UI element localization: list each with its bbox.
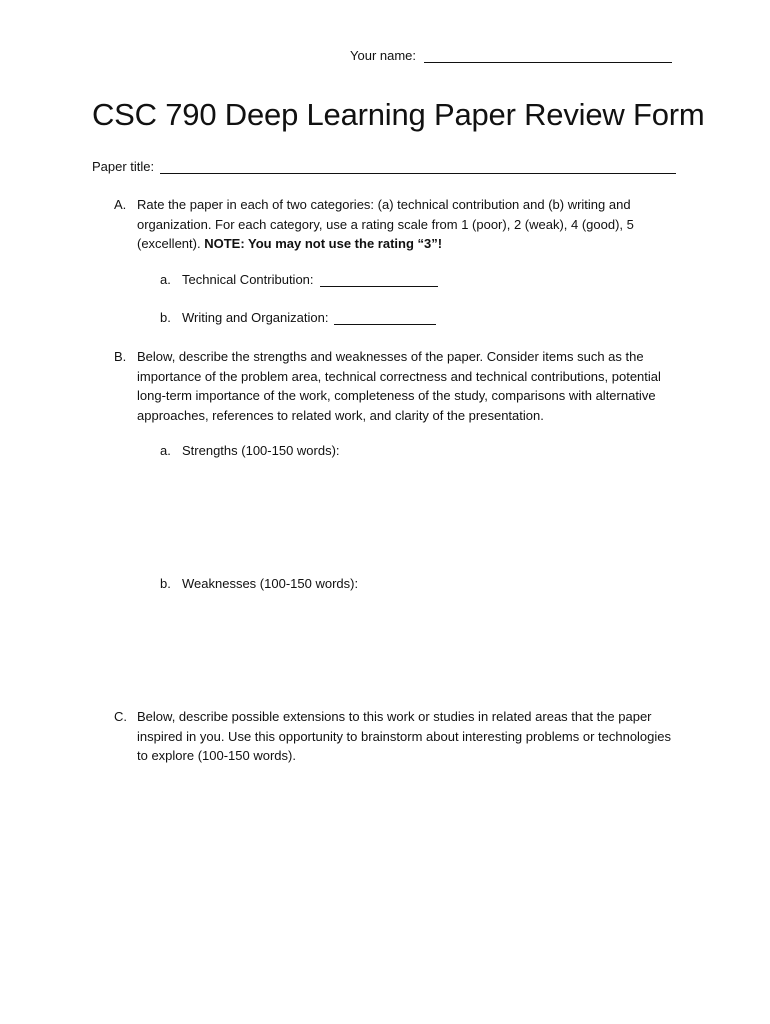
weaknesses-row <box>160 576 358 591</box>
writing-organization-field[interactable] <box>334 310 436 325</box>
weaknesses-label: Weaknesses (100-150 words): <box>182 576 359 591</box>
technical-contribution-row <box>160 272 438 287</box>
name-row <box>350 48 672 63</box>
paper-title-field[interactable] <box>160 159 676 174</box>
weaknesses-marker: b. <box>160 576 171 591</box>
section-a <box>114 195 684 254</box>
page-title: CSC 790 Deep Learning Paper Review Form <box>92 97 705 132</box>
name-label: Your name: <box>350 48 417 63</box>
paper-title-label: Paper title: <box>92 159 155 174</box>
writing-organization-row <box>160 310 436 325</box>
section-a-text <box>137 195 684 254</box>
strengths-label: Strengths (100-150 words): <box>182 443 340 458</box>
strengths-marker: a. <box>160 443 171 458</box>
section-b-text: Below, describe the strengths and weaknesses of the paper. Consider items such as the importance of the problem area, technical correctness and technical contributions, potential long-term importance of the work, completeness of the study, comparisons with alternative approaches, references to related work, and clarity of the presentation. <box>137 349 661 423</box>
paper-title-row <box>92 159 676 174</box>
section-c-text: Below, describe possible extensions to this work or studies in related areas that the paper inspired in you. Use this opportunity to brainstorm about interesting problems or technologies to explore (100-150 words). <box>137 709 672 763</box>
item-b-marker: b. <box>160 310 171 325</box>
section-b <box>114 347 684 425</box>
section-c <box>114 707 684 766</box>
section-a-note: NOTE: You may not use the rating “3”! <box>204 236 443 251</box>
section-a-marker: A. <box>114 197 127 212</box>
technical-contribution-label: Technical Contribution: <box>182 272 314 287</box>
item-a-marker: a. <box>160 272 171 287</box>
strengths-row <box>160 443 340 458</box>
section-c-marker: C. <box>114 709 127 724</box>
name-field[interactable] <box>424 48 672 63</box>
writing-organization-label: Writing and Organization: <box>182 310 329 325</box>
section-b-marker: B. <box>114 349 127 364</box>
technical-contribution-field[interactable] <box>320 272 438 287</box>
section-a-body: Rate the paper in each of two categories: (a) technical contribution and (b) writing and organization. For each category, use a rating scale from 1 (poor), 2 (weak), 4 (good), 5 (excellent). <box>137 197 634 251</box>
